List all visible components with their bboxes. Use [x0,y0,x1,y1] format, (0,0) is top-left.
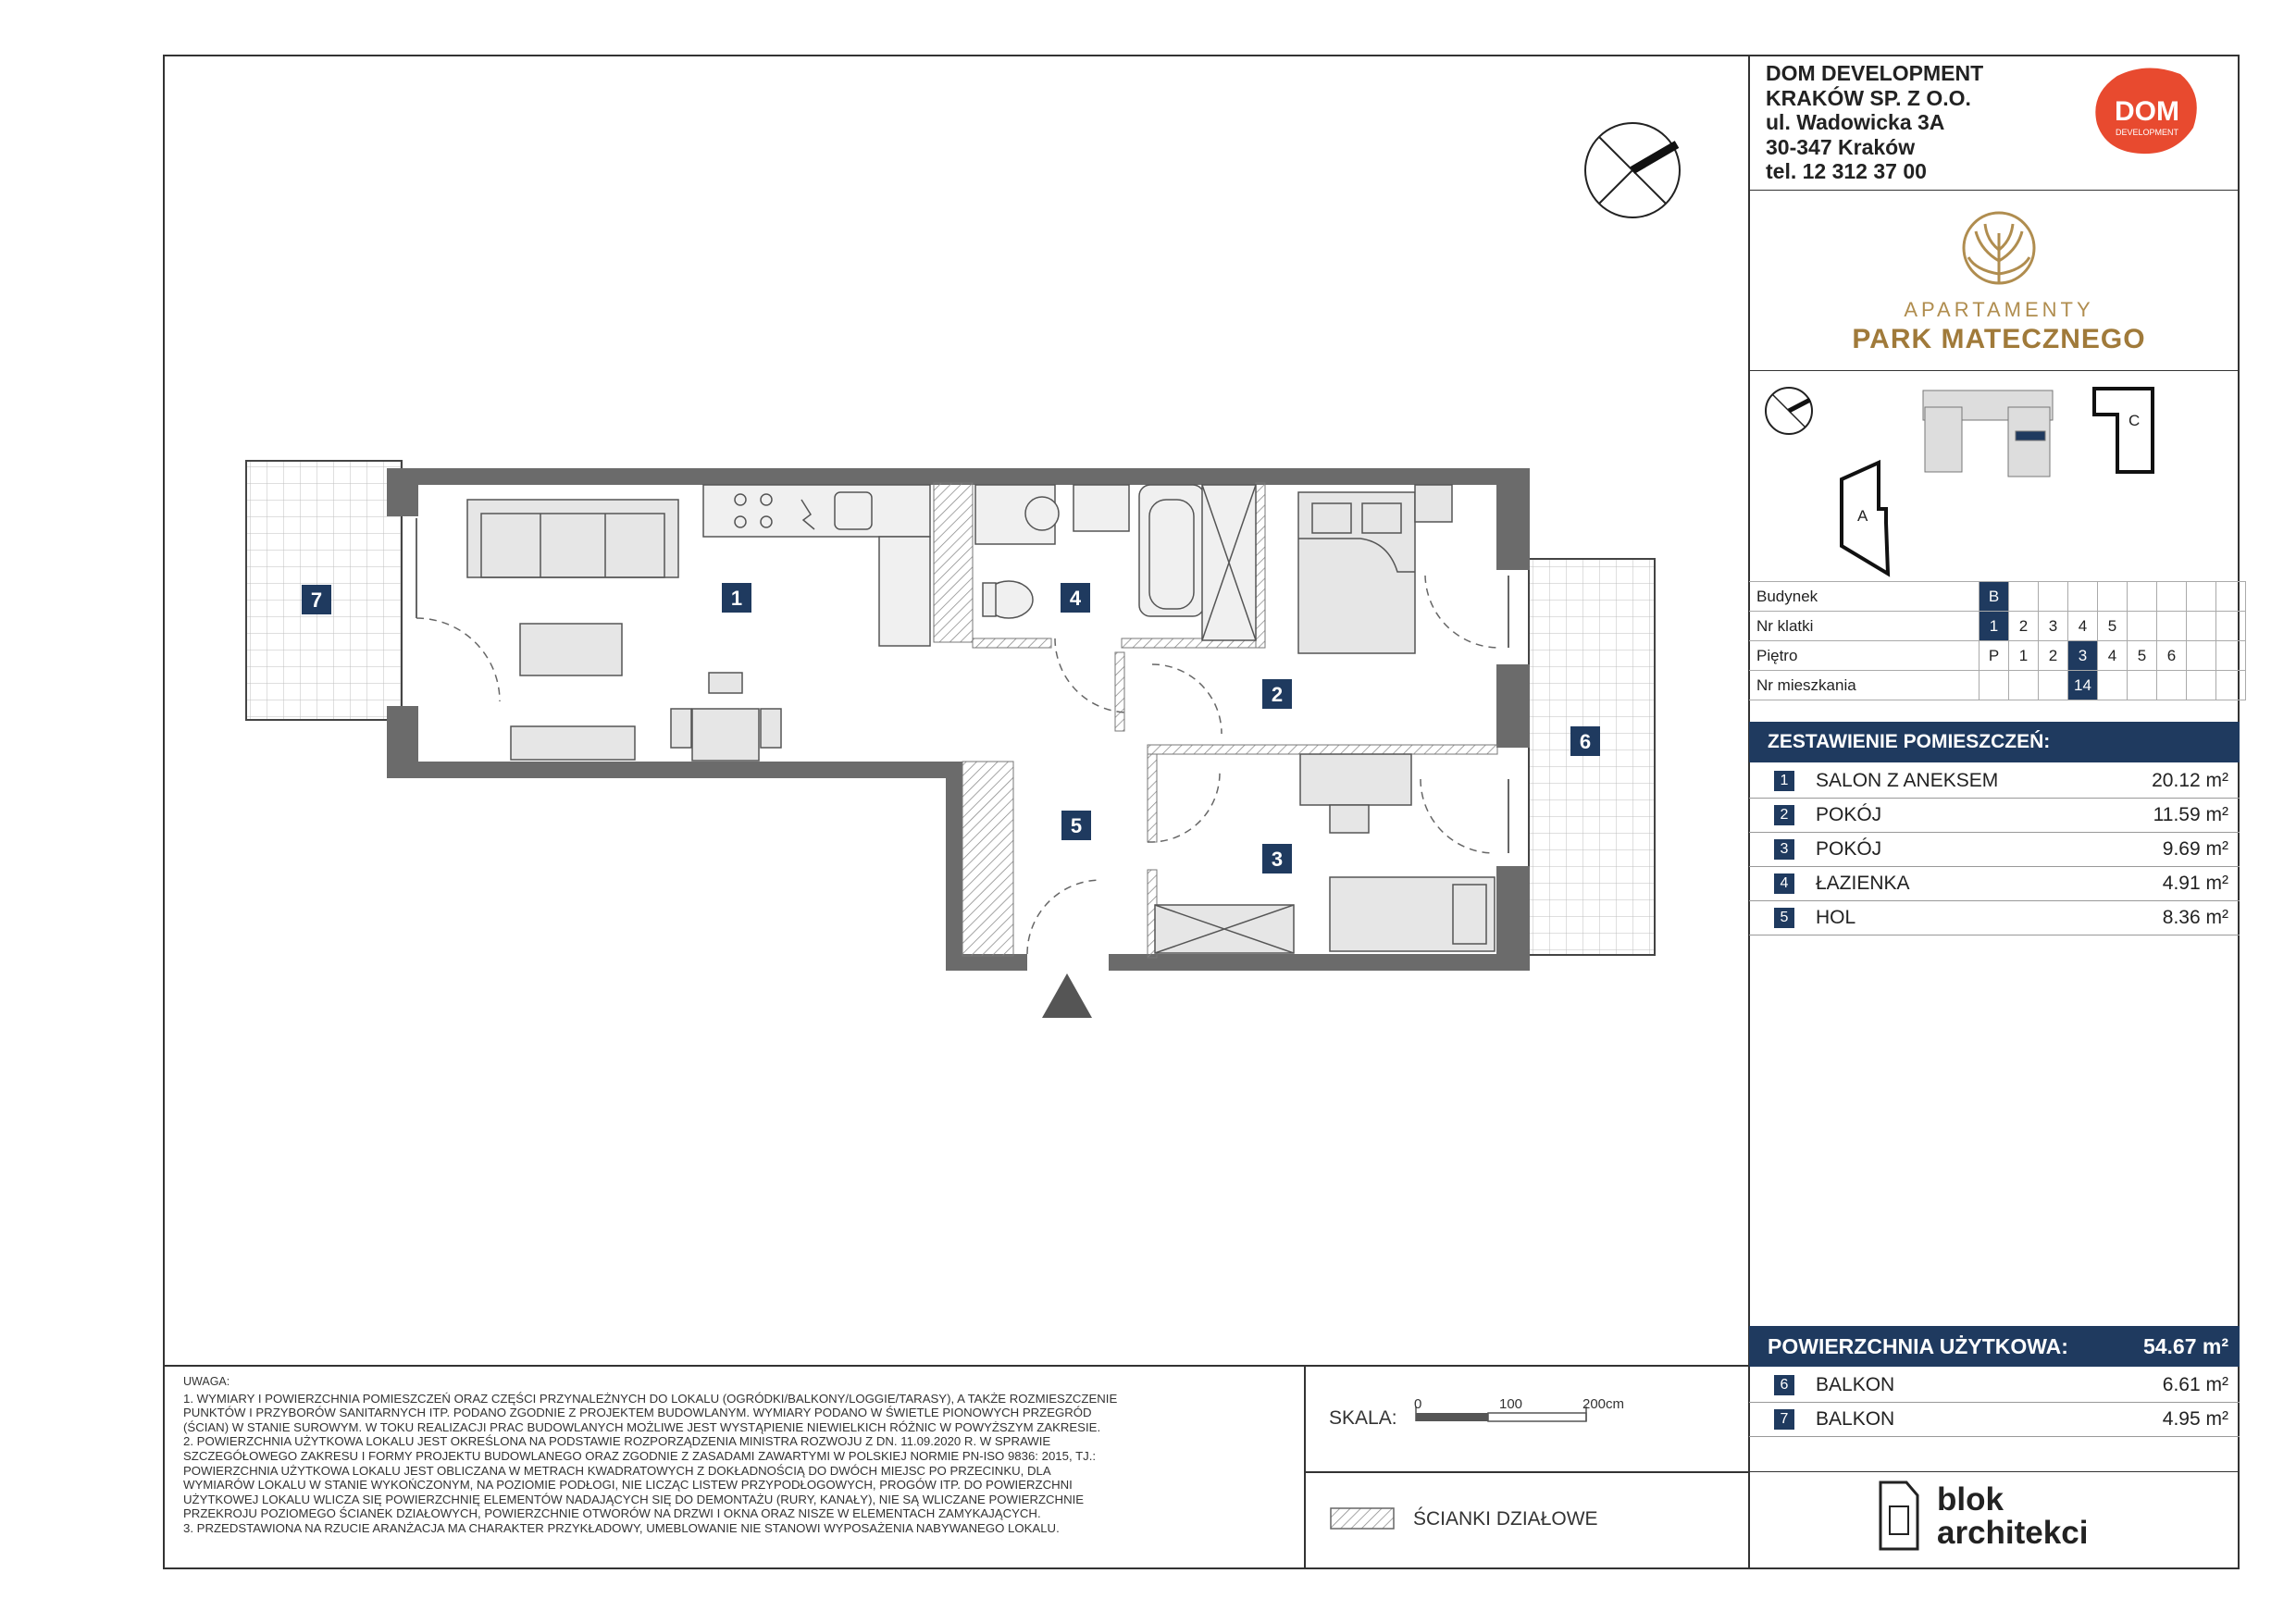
total-area-value: 54.67 m² [2142,1334,2228,1358]
cell: 4 [2068,612,2098,641]
svg-text:1: 1 [730,587,743,610]
keyplan-label-a: A [1857,507,1868,525]
cell [2187,582,2216,612]
cell: 5 [2128,641,2157,671]
cell: 2 [2039,641,2068,671]
keyplan-map [1766,388,2153,574]
keyplan-compass-icon [1766,388,1812,434]
svg-text:5: 5 [1070,814,1083,837]
note-line: 2. POWIERZCHNIA UŻYTKOWA LOKALU JEST OKREŚLONA NA PODSTAWIE ROZPORZĄDZENIA MINISTRA ROZWOJU Z DN. 11.09.2020 R. W SPRAWIE [183,1434,1051,1449]
company-street: ul. Wadowicka 3A [1766,110,1945,134]
room-badge-2 [1262,679,1292,709]
note-line: PUNKTÓW I PRZYBORÓW SANITARNYCH ITP. PODANO ZGODNIE Z PROJEKTEM BUDOWLANYM. WYMIARY PODANO W ŚWIETLE PIONOWYCH PRZEGRÓD [183,1406,1092,1420]
note-line: PRZEKROJU POZIOMEGO ŚCIANEK DZIAŁOWYCH, POWIERZCHNIE OTWORÓW NA DRZWI I OKNA ORAZ NISZE W ELEMENTACH ZAMYKAJĄCYCH. [183,1506,1041,1521]
room-number: 4 [1774,873,1794,894]
room-number: 6 [1774,1375,1794,1395]
rooms-list [1749,764,2240,935]
cell: P [1980,641,2009,671]
legend-hatch-swatch [1331,1508,1394,1529]
cell [2128,612,2157,641]
svg-text:2: 2 [1271,683,1284,706]
extras-list [1749,1369,2240,1437]
label-mieszkanie: Nr mieszkania [1749,671,1980,700]
room-name: BALKON [1816,1374,1895,1395]
rooms-title: ZESTAWIENIE POMIESZCZEŃ: [1749,722,2240,762]
room-name: POKÓJ [1816,838,1882,860]
cell: 2 [2009,612,2039,641]
entrance-arrow-icon [1042,973,1092,1018]
svg-text:7: 7 [310,588,323,612]
svg-text:4: 4 [1069,587,1082,610]
total-area [1749,1326,2240,1367]
note-line: POWIERZCHNIA UŻYTKOWA LOKALU JEST OBLICZANA W METRACH KWADRATOWYCH Z DOKŁADNOŚCIĄ DO DWÓCH MIEJSC PO PRZECINKU, DLA [183,1463,1051,1478]
cell [2216,582,2246,612]
cell [2157,612,2187,641]
svg-text:6: 6 [1579,730,1592,753]
cell: 3 [2039,612,2068,641]
legend-label: ŚCIANKI DZIAŁOWE [1413,1508,1598,1530]
room-area: 8.36 m² [2162,907,2228,928]
list-item [1749,833,2240,867]
cell [2128,582,2157,612]
note-line: 3. PRZEDSTAWIONA NA RZUCIE ARANŻACJA MA CHARAKTER PRZYKŁADOWY, UMEBLOWANIE NIE STANOWI WYPOSAŻENIA NABYWANEGO LOKALU. [183,1520,1060,1535]
cell [2128,671,2157,700]
svg-text:DOM: DOM [2115,96,2179,127]
project-subtitle: APARTAMENTY [1904,298,2094,321]
room-badge-6 [1570,726,1600,756]
bedroom-3-furniture [1155,754,1495,953]
bathroom-fixtures [975,485,1256,640]
room-area: 9.69 m² [2162,838,2228,860]
label-budynek: Budynek [1749,582,1980,612]
cell [2187,671,2216,700]
cell [2187,612,2216,641]
list-item [1749,764,2240,799]
room-number: 2 [1774,805,1794,825]
cell [2216,612,2246,641]
cell [1980,671,2009,700]
cell: 4 [2098,641,2128,671]
cell: B [1980,582,2009,612]
company-name-2: KRAKÓW SP. Z O.O. [1766,85,1971,110]
room-badge-5 [1061,811,1091,840]
cell [2039,671,2068,700]
scale-tick-100: 100 [1499,1396,1523,1412]
row-pietro [1749,641,2246,671]
notes [183,1375,1303,1536]
list-item [1749,867,2240,901]
list-item [1749,901,2240,935]
room-badge-3 [1262,844,1292,873]
room-area: 6.61 m² [2162,1374,2228,1395]
list-item [1749,1403,2240,1437]
cell [2098,671,2128,700]
row-klatka [1749,612,2246,641]
total-area-label: POWIERZCHNIA UŻYTKOWA: [1768,1334,2068,1358]
room-number: 5 [1774,908,1794,928]
keyplan-building-b [1923,390,2053,477]
note-line: UŻYTKOWEJ LOKALU WLICZA SIĘ POWIERZCHNIĘ ELEMENTÓW NADAJĄCYCH SIĘ DO DEMONTAŻU (RURY, KANAŁY), NIE SĄ WLICZANE POWIERZCHNIE [183,1492,1085,1506]
scale-label: SKALA: [1329,1407,1397,1429]
notes-title: UWAGA: [183,1375,230,1388]
note-line: (ŚCIAN) W STANIE SUROWYM. W TOKU REALIZACJI PRAC BUDOWLANYCH MOŻLIWE JEST WYSTĄPIENIE NIEWIELKICH RÓŻNIC W POWYŻSZYM ZAKRESIE. [183,1419,1101,1434]
cell [2216,641,2246,671]
room-area: 20.12 m² [2152,770,2228,791]
company-address [1766,61,1983,184]
company-name: DOM DEVELOPMENT [1766,61,1984,85]
cell [2157,582,2187,612]
keyplan-building-c [2094,389,2153,472]
cell [2009,582,2039,612]
cell [2039,582,2068,612]
cell: 5 [2098,612,2128,641]
cell [2216,671,2246,700]
room-name: ŁAZIENKA [1816,873,1910,894]
note-line: WYMIARÓW LOKALU W STANIE WYKOŃCZONYM, NA POZIOMIE PODŁOGI, NIE LICZĄC LISTEW PRZYPODŁOGOWYCH, PROGÓW ITP. DO POWIERZCHNI [183,1478,1073,1493]
cell [2009,671,2039,700]
cell: 6 [2157,641,2187,671]
list-item [1749,799,2240,833]
scale-tick-0: 0 [1414,1396,1422,1412]
room-badge-7 [302,585,331,614]
tree-icon [1846,205,2152,298]
room-number: 3 [1774,839,1794,860]
svg-text:3: 3 [1271,848,1284,871]
scale-tick-200: 200cm [1582,1396,1625,1412]
dom-development-logo [2090,67,2204,157]
living-furniture [467,500,781,761]
row-mieszkanie [1749,671,2246,700]
room-badge-1 [722,583,751,613]
room-name: SALON Z ANEKSEM [1816,770,1999,791]
room-number: 1 [1774,771,1794,791]
cell [2157,671,2187,700]
room-number: 7 [1774,1409,1794,1430]
room-badge-4 [1061,583,1090,613]
project-logo [1846,205,2152,363]
cell: 1 [2009,641,2039,671]
cell [2187,641,2216,671]
balcony-6 [1529,559,1655,955]
svg-text:DEVELOPMENT: DEVELOPMENT [2115,128,2179,137]
architect-line-1: blok [1937,1481,2004,1518]
label-pietro: Piętro [1749,641,1980,671]
location-table [1749,581,2246,700]
compass-icon [1585,123,1680,217]
company-phone: tel. 12 312 37 00 [1766,159,1927,183]
room-name: POKÓJ [1816,804,1882,825]
architect-name [1937,1483,2088,1550]
kitchen-furniture [703,485,930,646]
company-city: 30-347 Kraków [1766,134,1916,159]
cell: 14 [2068,671,2098,700]
room-name: BALKON [1816,1408,1895,1430]
note-line: 1. WYMIARY I POWIERZCHNIA POMIESZCZEŃ ORAZ CZĘŚCI PRZYNALEŻNYCH DO LOKALU (OGRÓDKI/BALKONY/LOGGIE/TARASY), A TAKŻE ROZMIESZCZENIE [183,1391,1118,1406]
list-item [1749,1369,2240,1403]
cell [2098,582,2128,612]
room-name: HOL [1816,907,1856,928]
cell: 3 [2068,641,2098,671]
keyplan-label-c: C [2128,412,2141,429]
room-area: 4.95 m² [2162,1408,2228,1430]
bedroom-2-furniture [1298,485,1452,653]
row-budynek [1749,582,2246,612]
room-area: 11.59 m² [2153,804,2228,825]
project-title: PARK MATECZNEGO [1852,324,2146,354]
cell: 1 [1980,612,2009,641]
label-klatka: Nr klatki [1749,612,1980,641]
note-line: SZCZEGÓŁOWEGO ZAKRESU I FORMY PROJEKTU BUDOWLANEGO ORAZ ZGODNIE Z ZASADAMI ZAWARTYMI W POLSKIEJ NORMIE PN-ISO 9836: 2015, TJ.: [183,1448,1097,1463]
cell [2068,582,2098,612]
architect-line-2: architekci [1937,1515,2089,1551]
room-area: 4.91 m² [2162,873,2228,894]
